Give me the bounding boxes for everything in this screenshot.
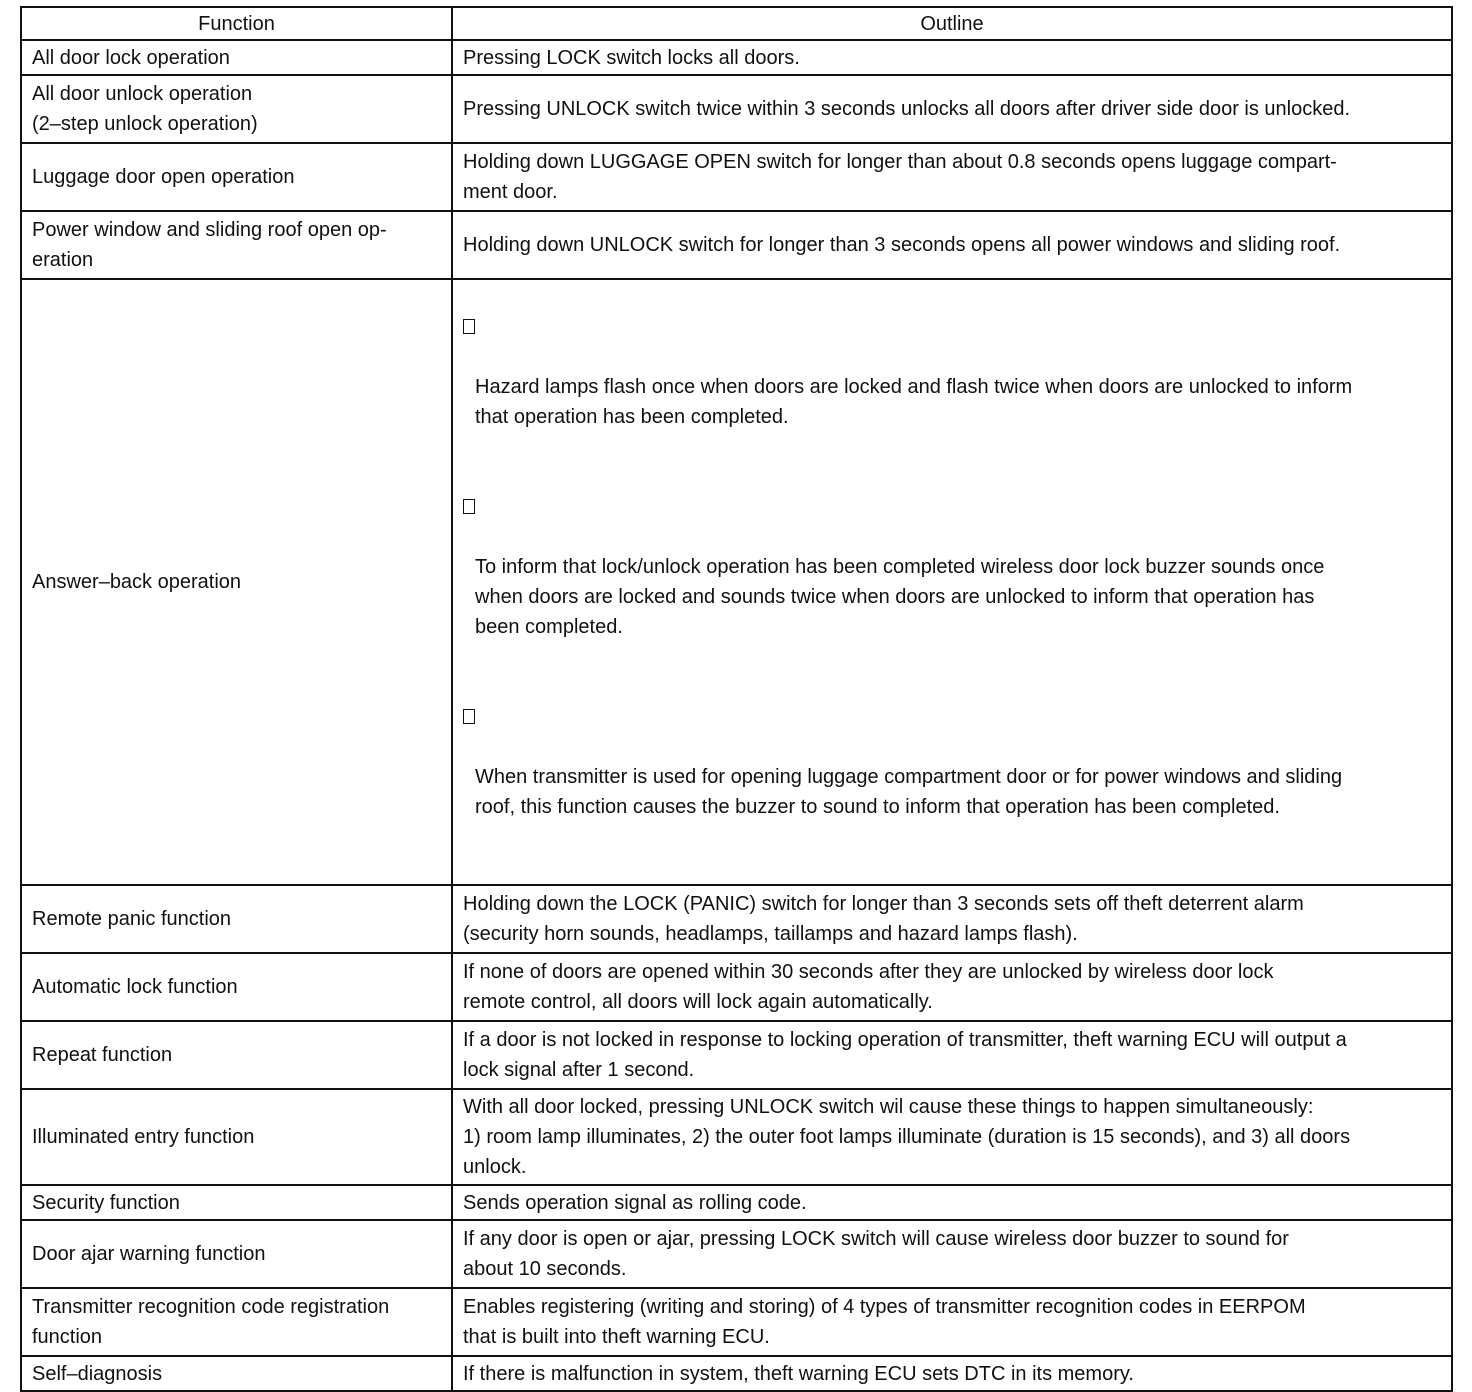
- outline-cell: Pressing UNLOCK switch twice within 3 seconds unlocks all doors after driver side door is unlocked.: [452, 75, 1452, 143]
- checkbox-square-icon: [463, 499, 475, 514]
- checkbox-square-icon: [463, 709, 475, 724]
- table-row: [21, 1089, 1452, 1185]
- function-cell: Illuminated entry function: [21, 1089, 452, 1185]
- function-cell: Repeat function: [21, 1021, 452, 1089]
- outline-cell: If none of doors are opened within 30 seconds after they are unlocked by wireless door lock remote control, all doors will lock again automatically.: [452, 953, 1452, 1021]
- table-row: [21, 953, 1452, 1021]
- outline-cell: If any door is open or ajar, pressing LOCK switch will cause wireless door buzzer to sound for about 10 seconds.: [452, 1220, 1452, 1288]
- table-row: [21, 1288, 1452, 1356]
- table-row: [21, 279, 1452, 885]
- table-row: [21, 885, 1452, 953]
- bullet-item: [463, 492, 1442, 672]
- function-cell: Transmitter recognition code registration function: [21, 1288, 452, 1356]
- table-row: [21, 1220, 1452, 1288]
- header-outline: Outline: [452, 7, 1452, 40]
- function-cell: Security function: [21, 1185, 452, 1220]
- outline-cell: If there is malfunction in system, theft warning ECU sets DTC in its memory.: [452, 1356, 1452, 1391]
- function-cell: Automatic lock function: [21, 953, 452, 1021]
- function-cell: Power window and sliding roof open op- eration: [21, 211, 452, 279]
- table-header-row: [21, 7, 1452, 40]
- table-row: [21, 143, 1452, 211]
- bullet-text: When transmitter is used for opening luggage compartment door or for power windows and sliding roof, this function causes the buzzer to sound to inform that operation has been completed.: [475, 766, 1343, 818]
- outline-cell: With all door locked, pressing UNLOCK switch wil cause these things to happen simultaneously: 1) room lamp illuminates, 2) the outer foot lamps illuminate (duration is 15 seconds), and 3) all doors unlock.: [452, 1089, 1452, 1185]
- bullet-item: [463, 312, 1442, 462]
- outline-cell: Holding down the LOCK (PANIC) switch for longer than 3 seconds sets off theft deterrent alarm (security horn sounds, headlamps, taillamps and hazard lamps flash).: [452, 885, 1452, 953]
- table-row: [21, 1356, 1452, 1391]
- function-cell: All door unlock operation (2–step unlock operation): [21, 75, 452, 143]
- function-cell: Door ajar warning function: [21, 1220, 452, 1288]
- outline-cell: Holding down UNLOCK switch for longer than 3 seconds opens all power windows and sliding roof.: [452, 211, 1452, 279]
- table-row: [21, 1021, 1452, 1089]
- function-cell: Self–diagnosis: [21, 1356, 452, 1391]
- header-function: Function: [21, 7, 452, 40]
- outline-cell: Sends operation signal as rolling code.: [452, 1185, 1452, 1220]
- outline-cell: [452, 279, 1452, 885]
- function-cell: All door lock operation: [21, 40, 452, 75]
- table-row: [21, 75, 1452, 143]
- bullet-text: Hazard lamps flash once when doors are locked and flash twice when doors are unlocked to inform that operation has been completed.: [475, 376, 1353, 428]
- table-row: [21, 40, 1452, 75]
- outline-cell: Holding down LUGGAGE OPEN switch for longer than about 0.8 seconds opens luggage compart- ment door.: [452, 143, 1452, 211]
- outline-cell: Enables registering (writing and storing) of 4 types of transmitter recognition codes in EERPOM that is built into theft warning ECU.: [452, 1288, 1452, 1356]
- function-outline-table: [20, 6, 1453, 1392]
- function-cell: Answer–back operation: [21, 279, 452, 885]
- outline-cell: Pressing LOCK switch locks all doors.: [452, 40, 1452, 75]
- checkbox-square-icon: [463, 319, 475, 334]
- bullet-item: [463, 702, 1442, 852]
- table-row: [21, 1185, 1452, 1220]
- function-cell: Luggage door open operation: [21, 143, 452, 211]
- bullet-text: To inform that lock/unlock operation has been completed wireless door lock buzzer sounds once when doors are locked and sounds twice when doors are unlocked to inform that operation has been completed.: [475, 556, 1325, 638]
- table-row: [21, 211, 1452, 279]
- function-cell: Remote panic function: [21, 885, 452, 953]
- outline-cell: If a door is not locked in response to locking operation of transmitter, theft warning ECU will output a lock signal after 1 second.: [452, 1021, 1452, 1089]
